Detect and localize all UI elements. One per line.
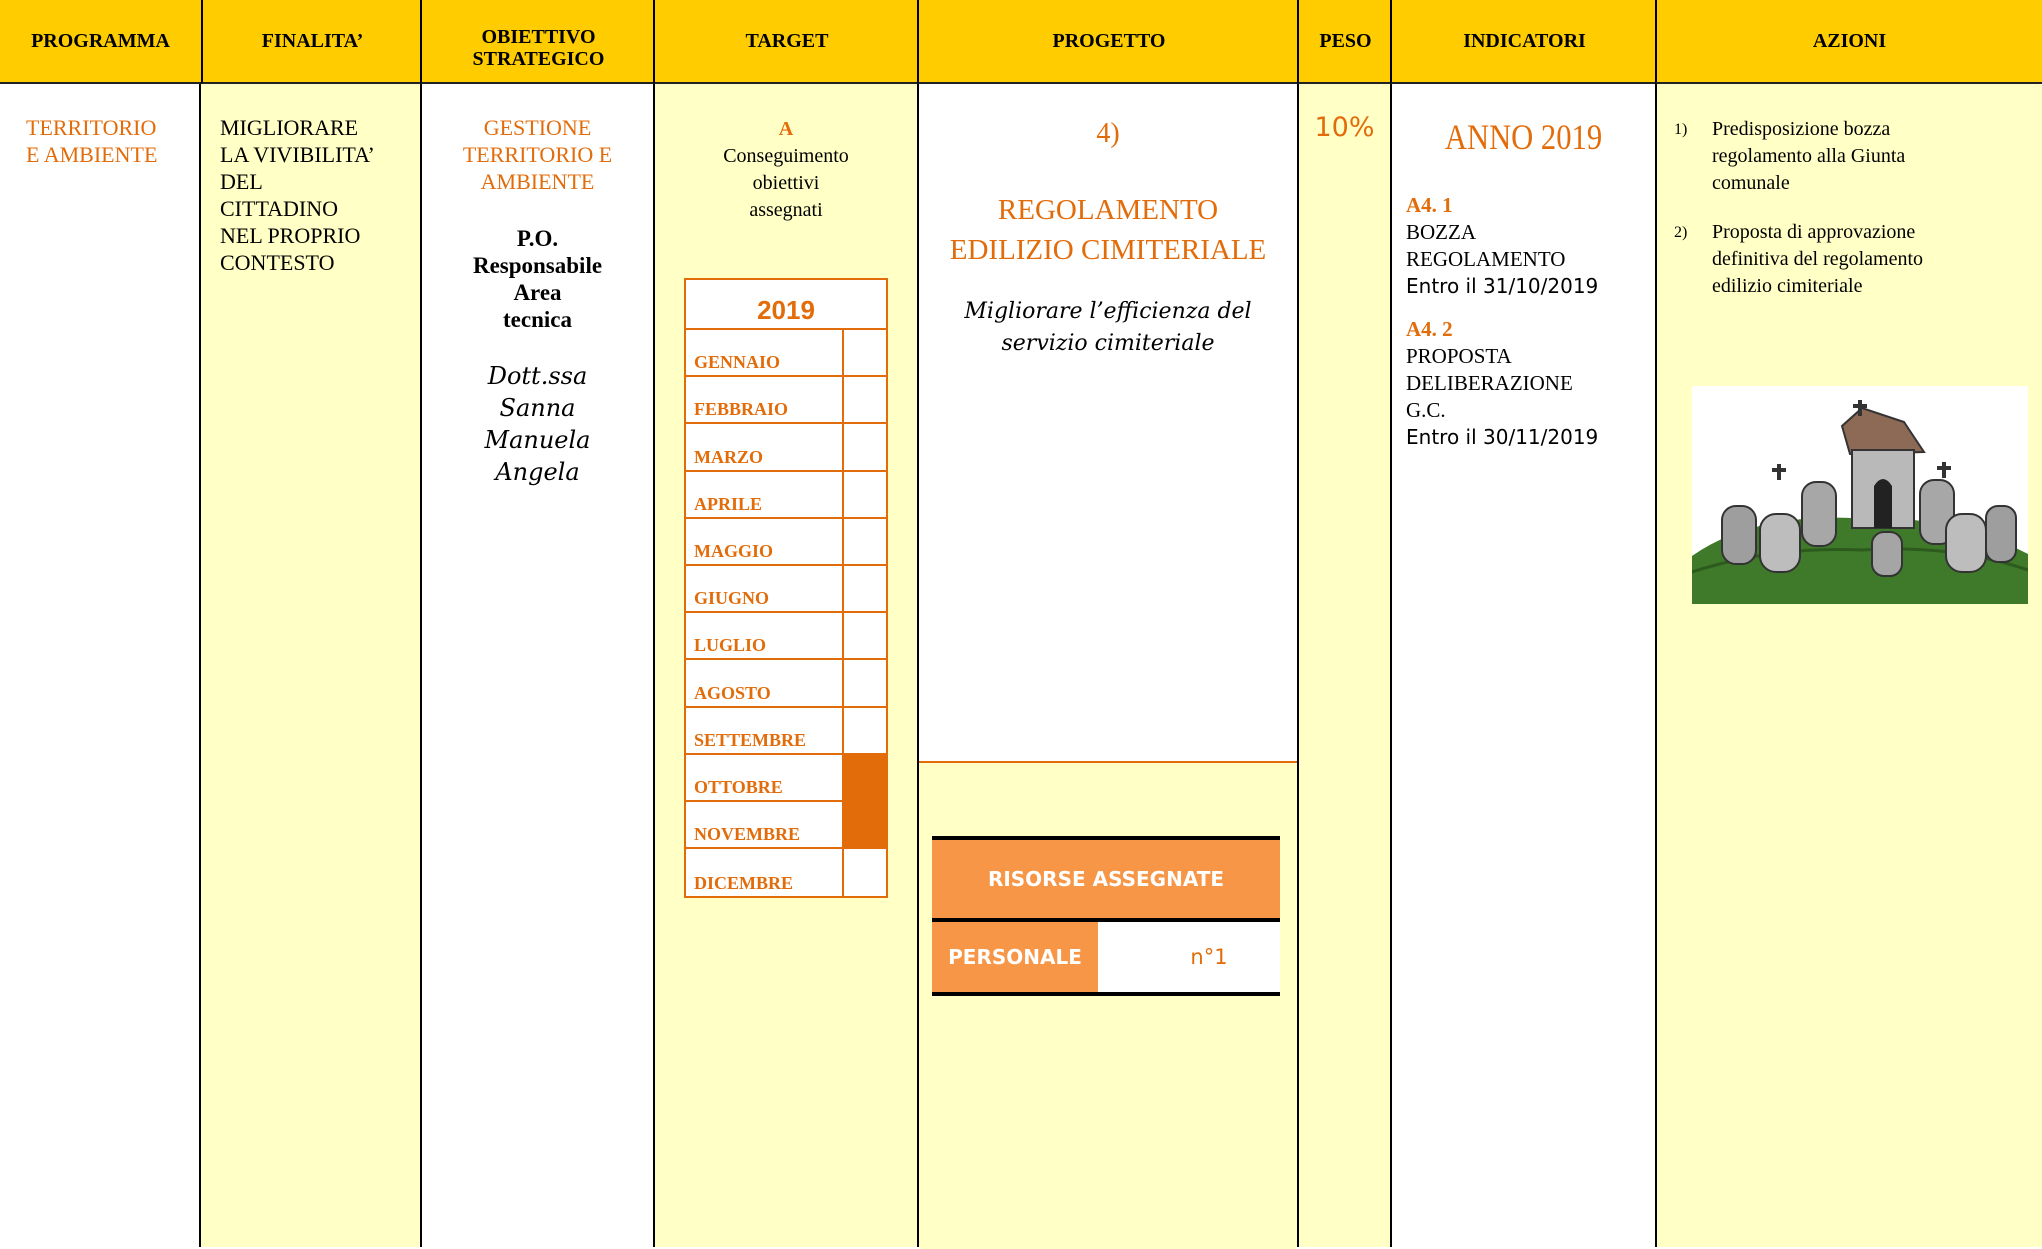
azioni-list [1674, 116, 2034, 300]
progetto-lower-panel [919, 761, 1297, 1249]
month-row [686, 613, 886, 660]
indicatore-deadline: Entro il 31/10/2019 [1406, 274, 1599, 298]
indicatore-code: A4. 1 [1406, 193, 1453, 217]
header-obiettivo: OBIETTIVO STRATEGICO [420, 0, 655, 84]
month-label: MARZO [694, 446, 763, 467]
azione-number: 1) [1674, 121, 1688, 138]
obiettivo-responsabile [422, 225, 653, 333]
month-label: NOVEMBRE [694, 824, 801, 845]
obiettivo-title-line: TERRITORIO E [462, 142, 613, 167]
header-azioni: AZIONI [1655, 0, 2042, 84]
header-programma: PROGRAMMA [0, 0, 201, 84]
responsabile-line: tecnica [503, 307, 572, 332]
header-indicatori: INDICATORI [1390, 0, 1657, 84]
month-cell-active [842, 755, 886, 800]
col-peso [1297, 0, 1392, 1247]
month-rows [686, 330, 886, 896]
month-row [686, 660, 886, 707]
month-cell [842, 566, 886, 611]
nome-line: Dott.ssa [487, 362, 588, 390]
azione-line: Predisposizione bozza [1712, 118, 1891, 140]
finalita-line: CONTESTO [220, 250, 335, 275]
finalita-line: CITTADINO [220, 196, 338, 221]
indicatore-item [1406, 316, 1651, 451]
target-desc-line: assegnati [749, 199, 823, 221]
obiettivo-title-line: GESTIONE [483, 115, 592, 140]
finalita-line: LA VIVIBILITA’ [220, 142, 375, 167]
finalita-line: DEL [220, 169, 263, 194]
month-row [686, 424, 886, 471]
progetto-number: 4) [1096, 118, 1120, 149]
indicatore-item [1406, 192, 1651, 300]
personale-value: n°1 [1098, 922, 1280, 992]
target-text [655, 116, 917, 224]
col-programma [0, 0, 201, 1247]
azione-item [1674, 219, 2034, 300]
month-row [686, 708, 886, 755]
cemetery-illustration [1692, 386, 2028, 604]
progetto-subtitle-line: Migliorare l’efficienza del [964, 299, 1252, 324]
progetto-title-line: EDILIZIO CIMITERIALE [949, 234, 1267, 266]
header-progetto: PROGETTO [917, 0, 1299, 84]
month-cell [842, 377, 886, 422]
obiettivo-title [422, 114, 653, 195]
nome-line: Manuela [484, 426, 591, 454]
month-label: MAGGIO [694, 540, 773, 561]
target-desc-line: obiettivi [752, 172, 820, 194]
azione-line: Proposta di approvazione [1712, 221, 1916, 243]
azione-line: edilizio cimiteriale [1712, 275, 1863, 297]
header-target: TARGET [653, 0, 919, 84]
month-row [686, 472, 886, 519]
risorse-header: RISORSE ASSEGNATE [932, 840, 1280, 918]
indicatore-line: PROPOSTA [1406, 344, 1512, 368]
month-label: SETTEMBRE [694, 729, 807, 750]
month-label: OTTOBRE [694, 776, 783, 797]
personale-label: PERSONALE [932, 922, 1098, 992]
month-cell [842, 660, 886, 705]
indicatore-code: A4. 2 [1406, 317, 1453, 341]
indicatore-line: G.C. [1406, 398, 1446, 422]
month-row [686, 802, 886, 849]
azione-line: comunale [1712, 172, 1790, 194]
progetto-subtitle-line: servizio cimiteriale [1001, 331, 1215, 356]
responsabile-line: Responsabile [472, 253, 603, 278]
schedule-year: 2019 [686, 280, 886, 330]
col-indicatori [1390, 0, 1657, 1247]
month-label: LUGLIO [694, 635, 767, 656]
month-label: APRILE [694, 493, 763, 514]
finalita-line: NEL PROPRIO [220, 223, 361, 248]
nome-line: Angela [495, 458, 580, 486]
month-cell [842, 330, 886, 375]
month-cell [842, 519, 886, 564]
azione-number: 2) [1674, 224, 1688, 241]
programma-line: E AMBIENTE [26, 142, 158, 167]
indicatori-anno: ANNO 2019 [1444, 117, 1603, 157]
month-row [686, 849, 886, 896]
month-label: DICEMBRE [694, 873, 794, 894]
month-row [686, 566, 886, 613]
responsabile-line: Area [513, 280, 562, 305]
month-cell [842, 424, 886, 469]
month-row [686, 755, 886, 802]
azione-item [1674, 116, 2034, 197]
header-finalita: FINALITA’ [201, 0, 422, 84]
month-label: AGOSTO [694, 682, 771, 703]
month-row [686, 377, 886, 424]
programma-text [26, 114, 196, 168]
indicatore-line: BOZZA [1406, 220, 1476, 244]
indicatore-line: DELIBERAZIONE [1406, 371, 1573, 395]
cemetery-image [1692, 386, 2028, 604]
target-code: A [778, 118, 794, 140]
target-desc-line: Conseguimento [723, 145, 849, 167]
month-cell [842, 708, 886, 753]
finalita-line: MIGLIORARE [220, 115, 359, 140]
month-label: GENNAIO [694, 352, 781, 373]
month-row [686, 330, 886, 377]
progetto-title [919, 190, 1297, 270]
peso-value: 10% [1314, 112, 1375, 143]
azione-line: definitiva del regolamento [1712, 248, 1924, 270]
progetto-title-line: REGOLAMENTO [997, 194, 1219, 226]
indicatore-deadline: Entro il 30/11/2019 [1406, 425, 1599, 449]
finalita-text [220, 114, 375, 276]
risorse-table [932, 836, 1280, 996]
month-cell-active [842, 802, 886, 847]
indicatori-list [1406, 192, 1651, 451]
responsabile-line: P.O. [516, 226, 559, 251]
obiettivo-nome [422, 360, 653, 488]
nome-line: Sanna [499, 394, 576, 422]
progetto-subtitle [919, 296, 1297, 360]
obiettivo-title-line: AMBIENTE [480, 169, 595, 194]
indicatore-line: REGOLAMENTO [1406, 247, 1566, 271]
month-label: GIUGNO [694, 588, 770, 609]
month-cell [842, 472, 886, 517]
month-cell [842, 849, 886, 896]
month-schedule-table [684, 278, 888, 898]
month-row [686, 519, 886, 566]
azione-line: regolamento alla Giunta [1712, 145, 1906, 167]
month-label: FEBBRAIO [694, 399, 789, 420]
programma-line: TERRITORIO [26, 115, 157, 140]
month-cell [842, 613, 886, 658]
header-peso: PESO [1297, 0, 1392, 84]
